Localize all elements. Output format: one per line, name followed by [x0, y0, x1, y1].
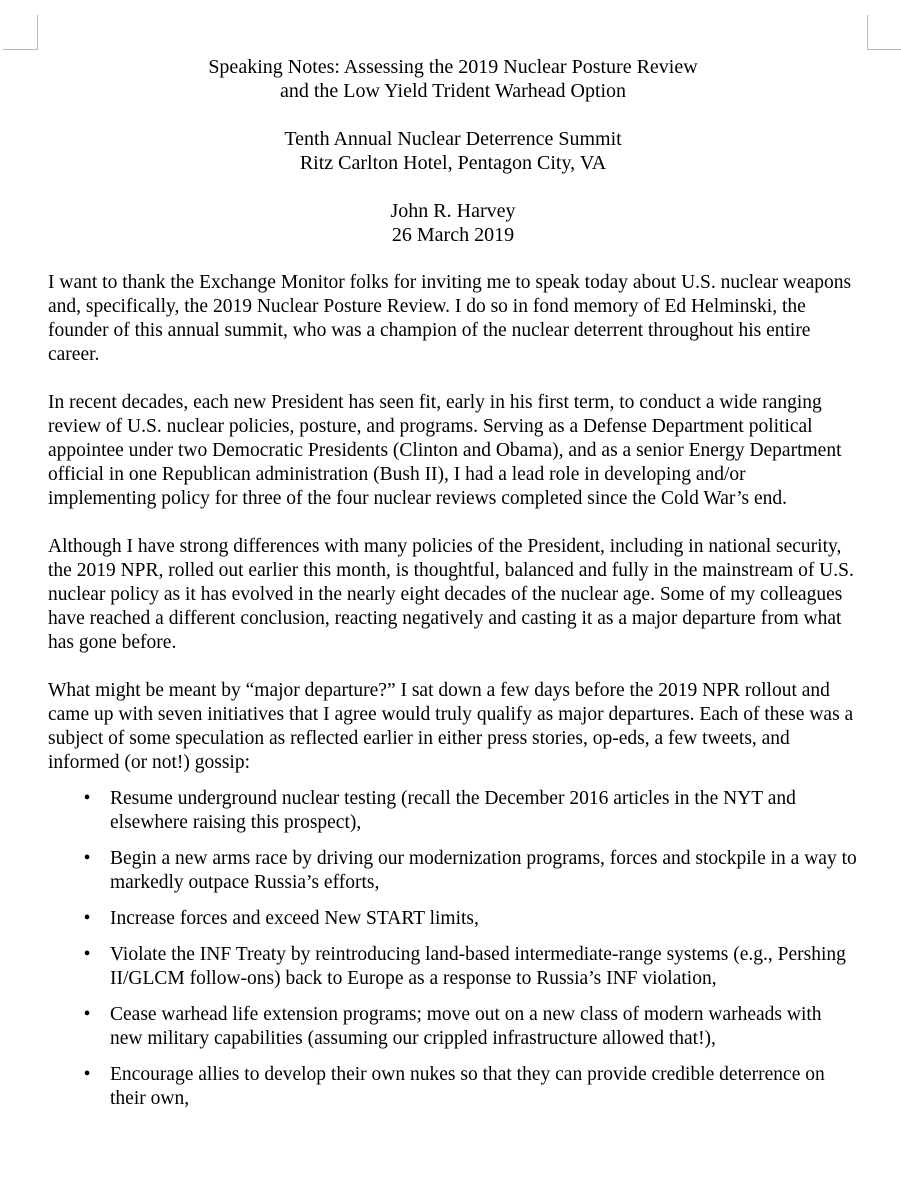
paragraph-4: What might be meant by “major departure?” I sat down a few days before the 2019 NPR rollout and came up with seven initiatives that I agree would truly qualify as major departures. Each of these was a subject of some speculation as reflected earlier in either press stories, op-eds, a few tweets, and informed (or not!) gossip:	[48, 680, 854, 773]
list-item-text: Cease warhead life extension programs; move out on a new class of modern warheads with new military capabilities (assuming our crippled infrastructure allowed that!),	[110, 1004, 822, 1049]
title-line-2: and the Low Yield Trident Warhead Option	[279, 80, 627, 102]
bullet-icon: •	[83, 1064, 91, 1085]
list-item	[48, 847, 858, 895]
list-item	[48, 1003, 858, 1051]
page-corner-mark-top-right	[867, 15, 901, 50]
bullet-icon: •	[83, 944, 91, 965]
event-name: Tenth Annual Nuclear Deterrence Summit	[284, 128, 622, 150]
list-item-text: Resume underground nuclear testing (recall the December 2016 articles in the NYT and elsewhere raising this prospect),	[110, 788, 796, 833]
bullet-icon: •	[83, 1004, 91, 1025]
paragraph-1: I want to thank the Exchange Monitor folks for inviting me to speak today about U.S. nuclear weapons and, specifically, the 2019 Nuclear Posture Review. I do so in fond memory of Ed Helminski, the founder of this annual summit, who was a champion of the nuclear deterrent throughout his entire career.	[48, 272, 852, 365]
list-item	[48, 787, 858, 835]
document-page	[48, 55, 858, 1123]
title-line-1: Speaking Notes: Assessing the 2019 Nuclear Posture Review	[208, 56, 698, 78]
event-location: Ritz Carlton Hotel, Pentagon City, VA	[299, 152, 607, 174]
list-item-text: Violate the INF Treaty by reintroducing land-based intermediate-range systems (e.g., Pershing II/GLCM follow-ons) back to Europe as a response to Russia’s INF violation,	[110, 944, 846, 989]
paragraph-2: In recent decades, each new President has seen fit, early in his first term, to conduct a wide ranging review of U.S. nuclear policies, posture, and programs. Serving as a Defense Department political appointee under two Democratic Presidents (Clinton and Obama), and as a senior Energy Department official in one Republican administration (Bush II), I had a lead role in developing and/or implementing policy for three of the four nuclear reviews completed since the Cold War’s end.	[48, 392, 842, 509]
major-departures-list	[48, 787, 858, 1111]
list-item-text: Increase forces and exceed New START limits,	[110, 908, 479, 929]
bullet-icon: •	[83, 908, 91, 929]
document-date: 26 March 2019	[391, 224, 515, 246]
bullet-icon: •	[83, 788, 91, 809]
author-info	[48, 199, 858, 247]
list-item	[48, 943, 858, 991]
bullet-icon: •	[83, 848, 91, 869]
list-item	[48, 1063, 858, 1111]
document-title	[48, 55, 858, 103]
author-name: John R. Harvey	[390, 200, 516, 222]
paragraph-3: Although I have strong differences with many policies of the President, including in national security, the 2019 NPR, rolled out earlier this month, is thoughtful, balanced and fully in the mainstream of U.S. nuclear policy as it has evolved in the nearly eight decades of the nuclear age. Some of my colleagues have reached a different conclusion, reacting negatively and casting it as a major departure from what has gone before.	[48, 536, 854, 653]
list-item	[48, 907, 858, 931]
page-corner-mark-top-left	[3, 15, 38, 50]
list-item-text: Encourage allies to develop their own nukes so that they can provide credible deterrence on their own,	[110, 1064, 825, 1109]
event-info	[48, 127, 858, 175]
list-item-text: Begin a new arms race by driving our modernization programs, forces and stockpile in a way to markedly outpace Russia’s efforts,	[110, 848, 857, 893]
